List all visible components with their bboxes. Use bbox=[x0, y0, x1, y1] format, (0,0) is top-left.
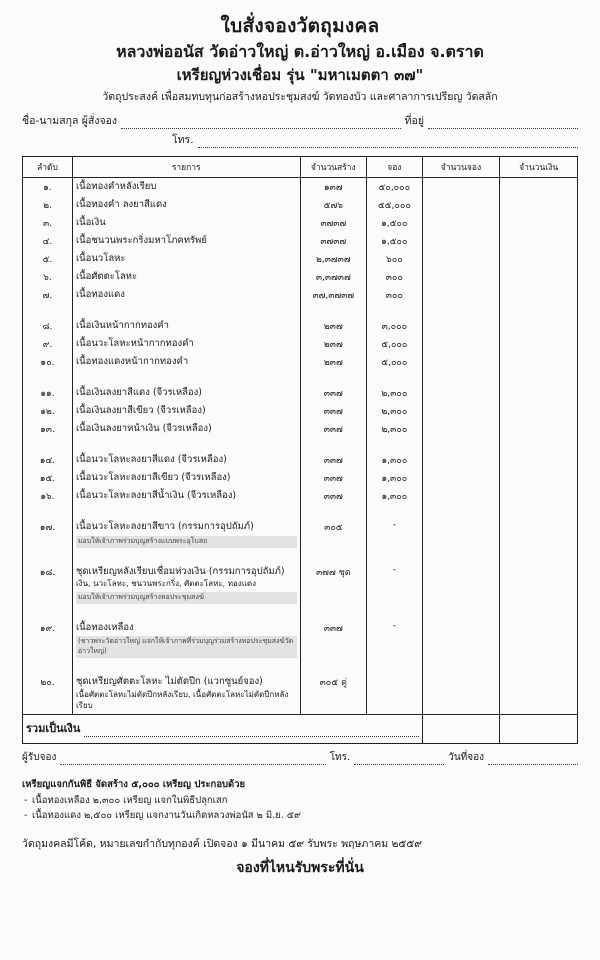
row-description-main: เนื้อนวโลหะ bbox=[75, 252, 126, 264]
row-description-main: เนื้อเงินลงยาสีแดง (จีวรเหลือง) bbox=[75, 386, 202, 398]
row-description-main: เนื้อนวะโลหะลงยาสีน้ำเงิน (จีวรเหลือง) bbox=[75, 489, 237, 501]
row-reserve-price bbox=[367, 673, 423, 714]
address-input[interactable] bbox=[428, 117, 578, 129]
table-body bbox=[23, 177, 578, 714]
row-amount[interactable] bbox=[500, 214, 578, 232]
row-description-main: เนื้อทองเหลือง bbox=[75, 621, 134, 633]
closing-line: วัตถุมงคลมีโค้ด, หมายเลขกำกับทุกองค์ เปิดจอง ๑ มีนาคม ๕๙ รับพระ พฤษภาคม ๒๕๕๙ bbox=[22, 837, 422, 850]
row-reserve-qty[interactable] bbox=[422, 487, 500, 505]
col-reserve-price: จอง bbox=[367, 156, 423, 177]
row-reserve-qty[interactable] bbox=[422, 518, 500, 550]
row-number: ๑๓. bbox=[23, 420, 73, 438]
receiver-input[interactable] bbox=[60, 753, 325, 765]
table-spacer-row bbox=[23, 371, 578, 384]
table-row bbox=[23, 563, 578, 606]
row-description bbox=[72, 420, 300, 438]
row-amount[interactable] bbox=[500, 384, 578, 402]
table-row bbox=[23, 196, 578, 214]
row-description-main: เนื้อศัตตะโลหะ bbox=[75, 270, 138, 282]
receiver-row bbox=[22, 750, 578, 765]
name-label: ชื่อ-นามสกุล ผู้สั่งจอง bbox=[22, 114, 118, 127]
table-row bbox=[23, 335, 578, 353]
note-item-2: - เนื้อทองแดง ๒,๕๐๐ เหรียญ แจกงานวันเกิดหลวงพ่อนัส ๒ มิ.ย. ๕๙ bbox=[22, 808, 578, 824]
row-description-main: เนื้อเงินหน้ากากทองคำ bbox=[75, 319, 169, 331]
row-made: ๓๐๕ คู่ bbox=[300, 673, 367, 714]
name-input[interactable] bbox=[121, 117, 401, 129]
row-made: ๓,๓๗๓๗ bbox=[300, 268, 367, 286]
closing-section bbox=[22, 836, 578, 879]
row-made: ๓๗๓๗ bbox=[300, 232, 367, 250]
row-description-sub: เนื้อศัตตะโลหะไม่ตัดปีกหลังเรียบ, เนื้อศัตตะโลหะไม่ตัดปีกหลังเรียบ bbox=[75, 689, 289, 711]
row-amount[interactable] bbox=[500, 673, 578, 714]
row-reserve-price: ๕,๐๐๐ bbox=[367, 353, 423, 371]
row-amount[interactable] bbox=[500, 196, 578, 214]
row-reserve-price: ๓๐๐ bbox=[367, 268, 423, 286]
table-row bbox=[23, 214, 578, 232]
row-number: ๑๒. bbox=[23, 402, 73, 420]
row-description bbox=[72, 232, 300, 250]
table-row bbox=[23, 317, 578, 335]
row-made: ๒๓๗ bbox=[300, 317, 367, 335]
row-description-main: เนื้อเงินลงยาสีเขียว (จีวรเหลือง) bbox=[75, 404, 206, 416]
row-reserve-price: ๓,๐๐๐ bbox=[367, 317, 423, 335]
row-reserve-price: ๑,๓๐๐ bbox=[367, 487, 423, 505]
row-reserve-qty[interactable] bbox=[422, 177, 500, 196]
table-row bbox=[23, 177, 578, 196]
row-made: ๓๗๗ ชุด bbox=[300, 563, 367, 606]
row-amount[interactable] bbox=[500, 469, 578, 487]
row-reserve-qty[interactable] bbox=[422, 286, 500, 304]
row-made: ๓๓๗ bbox=[300, 469, 367, 487]
row-description bbox=[72, 518, 300, 550]
row-description bbox=[72, 402, 300, 420]
row-amount[interactable] bbox=[500, 335, 578, 353]
row-description-main: เนื้อนวะโลหะลงยาสีแดง (จีวรเหลือง) bbox=[75, 453, 227, 465]
document-title: ใบสั่งจองวัตถุมงคล bbox=[220, 15, 380, 37]
col-description: รายการ bbox=[72, 156, 300, 177]
row-description-note: มอบให้เจ้าภาพร่วมบุญสร้างแบบพระอุโบสถ bbox=[76, 536, 297, 548]
row-description-main: เนื้อเงินลงยาหน้าเงิน (จีวรเหลือง) bbox=[75, 422, 212, 434]
table-row bbox=[23, 619, 578, 660]
row-reserve-qty[interactable] bbox=[422, 232, 500, 250]
table-row bbox=[23, 469, 578, 487]
total-amount-cell[interactable] bbox=[500, 714, 578, 743]
table-row bbox=[23, 353, 578, 371]
row-reserve-qty[interactable] bbox=[422, 673, 500, 714]
row-reserve-qty[interactable] bbox=[422, 420, 500, 438]
total-label: รวมเป็นเงิน bbox=[26, 721, 81, 735]
row-reserve-qty[interactable] bbox=[422, 353, 500, 371]
row-number: ๑๗. bbox=[23, 518, 73, 550]
row-number: ๗. bbox=[23, 286, 73, 304]
table-spacer-row bbox=[23, 550, 578, 563]
row-number: ๑๙. bbox=[23, 619, 73, 660]
order-table bbox=[22, 156, 578, 744]
edition-title: เหรียญห่วงเชื่อม รุ่น "มหาเมตตา ๓๗" bbox=[176, 65, 424, 84]
table-row bbox=[23, 268, 578, 286]
row-description-main: เนื้อทองคำ ลงยาสีแดง bbox=[75, 198, 167, 210]
row-reserve-qty[interactable] bbox=[422, 214, 500, 232]
total-qty-cell[interactable] bbox=[422, 714, 500, 743]
document-header bbox=[22, 14, 578, 106]
table-row bbox=[23, 250, 578, 268]
row-reserve-price: ๕๐,๐๐๐ bbox=[367, 177, 423, 196]
notes-section bbox=[22, 777, 578, 824]
row-number: ๑๔. bbox=[23, 451, 73, 469]
table-row bbox=[23, 420, 578, 438]
row-description bbox=[72, 673, 300, 714]
table-row bbox=[23, 286, 578, 304]
row-description-main: เนื้อทองคำหลังเรียบ bbox=[75, 180, 157, 192]
row-description bbox=[72, 177, 300, 196]
row-number: ๑. bbox=[23, 177, 73, 196]
col-no: ลำดับ bbox=[23, 156, 73, 177]
table-spacer-row bbox=[23, 304, 578, 317]
row-made: ๒๓๗ bbox=[300, 335, 367, 353]
col-reserve-qty: จำนวนจอง bbox=[422, 156, 500, 177]
row-amount[interactable] bbox=[500, 420, 578, 438]
row-number: ๘. bbox=[23, 317, 73, 335]
row-amount[interactable] bbox=[500, 619, 578, 660]
row-description bbox=[72, 250, 300, 268]
row-amount[interactable] bbox=[500, 451, 578, 469]
row-reserve-price: ๖๐๐ bbox=[367, 250, 423, 268]
row-amount[interactable] bbox=[500, 250, 578, 268]
row-description bbox=[72, 214, 300, 232]
row-reserve-price: ๒,๓๐๐ bbox=[367, 384, 423, 402]
row-amount[interactable] bbox=[500, 177, 578, 196]
row-description bbox=[72, 619, 300, 660]
row-description-main: ชุดเหรียญศัตตะโลหะ ไม่ตัดปีก (แวกซูนย์จอง) bbox=[75, 676, 263, 688]
table-row bbox=[23, 402, 578, 420]
row-made: ๕๗๖ bbox=[300, 196, 367, 214]
row-made: ๓๓๗ bbox=[300, 402, 367, 420]
row-made: ๓๗,๓๗๓๗ bbox=[300, 286, 367, 304]
row-number: ๒. bbox=[23, 196, 73, 214]
table-spacer-row bbox=[23, 660, 578, 673]
row-made: ๑๓๗ bbox=[300, 177, 367, 196]
row-amount[interactable] bbox=[500, 317, 578, 335]
phone-row bbox=[22, 131, 578, 148]
row-made: ๒๓๗ bbox=[300, 353, 367, 371]
row-description bbox=[72, 353, 300, 371]
row-amount[interactable] bbox=[500, 353, 578, 371]
table-header-row bbox=[23, 156, 578, 177]
row-description-note: มอบให้เจ้าภาพร่วมบุญสร้างหอประชุมสงฆ์ bbox=[76, 592, 297, 604]
row-number: ๙. bbox=[23, 335, 73, 353]
table-row bbox=[23, 451, 578, 469]
row-reserve-price: ๒,๓๐๐ bbox=[367, 402, 423, 420]
closing-slogan: จองที่ไหนรับพระที่นั่น bbox=[236, 859, 364, 876]
row-made: ๓๐๕ bbox=[300, 518, 367, 550]
row-description bbox=[72, 451, 300, 469]
receiver-phone-label: โทร. bbox=[329, 751, 351, 763]
row-description-note: (ชาวพระวัดอ่าวใหญ่ แจกให้เจ้าภาพที่ร่วมบุญร่วมสร้างหอประชุมสงฆ์วัดอ่าวใหญ่) bbox=[76, 636, 297, 658]
table-row bbox=[23, 487, 578, 505]
row-made: ๒,๓๗๓๗ bbox=[300, 250, 367, 268]
row-description-main: ชุดเหรียญหลังเรียบเชื่อมห่วงเงิน (กรรมการอุปถัมภ์) bbox=[75, 565, 285, 577]
row-amount[interactable] bbox=[500, 268, 578, 286]
total-input[interactable] bbox=[84, 724, 418, 737]
row-reserve-price: ๑,๕๐๐ bbox=[367, 214, 423, 232]
row-made: ๓๓๗ bbox=[300, 384, 367, 402]
row-number: ๖. bbox=[23, 268, 73, 286]
table-spacer-row bbox=[23, 505, 578, 518]
row-description-main: เนื้อชนวนพระกริ่งมหาโภคทรัพย์ bbox=[75, 234, 207, 246]
row-number: ๑๐. bbox=[23, 353, 73, 371]
row-amount[interactable] bbox=[500, 402, 578, 420]
row-description bbox=[72, 487, 300, 505]
row-number: ๓. bbox=[23, 214, 73, 232]
col-amount: จำนวนเงิน bbox=[500, 156, 578, 177]
table-row bbox=[23, 673, 578, 714]
table-row bbox=[23, 518, 578, 550]
row-reserve-price: - bbox=[367, 518, 423, 550]
row-reserve-price: ๓๐๐ bbox=[367, 286, 423, 304]
row-made: ๓๓๗ bbox=[300, 451, 367, 469]
total-row bbox=[23, 714, 578, 743]
row-number: ๑๕. bbox=[23, 469, 73, 487]
row-reserve-price: - bbox=[367, 563, 423, 606]
row-description-main: เนื้อนวะโลหะหน้ากากทองคำ bbox=[75, 337, 194, 349]
purpose-text: วัตถุประสงค์ เพื่อสมทบทุนก่อสร้างหอประชุมสงฆ์ วัดทองบัว และศาลาการเปรียญ วัดสลัก bbox=[102, 91, 498, 104]
temple-title: หลวงพ่ออนัส วัดอ่าวใหญ่ ต.อ่าวใหญ่ อ.เมือง จ.ตราด bbox=[116, 41, 484, 61]
row-description bbox=[72, 563, 300, 606]
row-number: ๑๘. bbox=[23, 563, 73, 606]
row-reserve-qty[interactable] bbox=[422, 196, 500, 214]
bottom-spacer bbox=[22, 879, 578, 939]
row-amount[interactable] bbox=[500, 286, 578, 304]
row-description bbox=[72, 317, 300, 335]
row-description-main: เนื้อนวะโลหะลงยาสีเขียว (จีวรเหลือง) bbox=[75, 471, 231, 483]
row-description bbox=[72, 335, 300, 353]
row-description bbox=[72, 469, 300, 487]
address-label: ที่อยู่ bbox=[404, 114, 424, 127]
col-made: จำนวนสร้าง bbox=[300, 156, 367, 177]
row-description-main: เนื้อเงิน bbox=[75, 216, 106, 228]
row-number: ๕. bbox=[23, 250, 73, 268]
notes-heading: เหรียญแจกกันพิธี จัดสร้าง ๕,๐๐๐ เหรียญ ประกอบด้วย bbox=[22, 778, 246, 790]
receiver-label: ผู้รับจอง bbox=[22, 751, 57, 763]
row-description-sub: เงิน, นวะโลหะ, ชนวนพระกริ่ง, ศัตตะโลหะ, ทองแดง bbox=[75, 579, 256, 589]
row-number: ๑๖. bbox=[23, 487, 73, 505]
row-made: ๓๓๗ bbox=[300, 619, 367, 660]
row-reserve-qty[interactable] bbox=[422, 268, 500, 286]
row-description bbox=[72, 286, 300, 304]
row-amount[interactable] bbox=[500, 563, 578, 606]
row-reserve-price: ๒,๓๐๐ bbox=[367, 420, 423, 438]
total-cell bbox=[23, 714, 423, 743]
row-description bbox=[72, 384, 300, 402]
date-input[interactable] bbox=[488, 753, 578, 765]
row-number: ๒๐. bbox=[23, 673, 73, 714]
date-label: วันที่จอง bbox=[448, 751, 484, 763]
row-made: ๓๓๗ bbox=[300, 420, 367, 438]
row-reserve-price: ๕,๐๐๐ bbox=[367, 335, 423, 353]
table-spacer-row bbox=[23, 606, 578, 619]
row-made: ๓๗๓๗ bbox=[300, 214, 367, 232]
row-reserve-price: ๕๕,๐๐๐ bbox=[367, 196, 423, 214]
table-row bbox=[23, 232, 578, 250]
row-reserve-qty[interactable] bbox=[422, 451, 500, 469]
table-spacer-row bbox=[23, 438, 578, 451]
row-description-main: เนื้อทองแดง bbox=[75, 288, 125, 300]
table-row bbox=[23, 384, 578, 402]
receiver-phone-input[interactable] bbox=[354, 753, 444, 765]
row-reserve-qty[interactable] bbox=[422, 335, 500, 353]
row-reserve-price: ๑,๓๐๐ bbox=[367, 469, 423, 487]
row-amount[interactable] bbox=[500, 518, 578, 550]
phone-input[interactable] bbox=[198, 136, 578, 148]
row-made: ๓๓๗ bbox=[300, 487, 367, 505]
row-reserve-qty[interactable] bbox=[422, 250, 500, 268]
note-item-1: - เนื้อทองเหลือง ๒,๓๐๐ เหรียญ แจกในพิธีปลุกเสก bbox=[22, 793, 578, 809]
row-reserve-qty[interactable] bbox=[422, 317, 500, 335]
row-description bbox=[72, 268, 300, 286]
name-address-row bbox=[22, 112, 578, 129]
row-number: ๑๑. bbox=[23, 384, 73, 402]
row-amount[interactable] bbox=[500, 487, 578, 505]
row-reserve-qty[interactable] bbox=[422, 563, 500, 606]
row-reserve-price: ๑,๕๐๐ bbox=[367, 232, 423, 250]
row-reserve-qty[interactable] bbox=[422, 402, 500, 420]
row-reserve-price: ๑,๓๐๐ bbox=[367, 451, 423, 469]
row-reserve-price: - bbox=[367, 619, 423, 660]
row-number: ๔. bbox=[23, 232, 73, 250]
row-description-main: เนื้อนวะโลหะลงยาสีขาว (กรรมการอุปถัมภ์) bbox=[75, 520, 254, 532]
phone-label: โทร. bbox=[172, 133, 194, 146]
row-description-main: เนื้อทองแดงหน้ากากทองคำ bbox=[75, 355, 189, 367]
row-reserve-qty[interactable] bbox=[422, 619, 500, 660]
row-amount[interactable] bbox=[500, 232, 578, 250]
row-reserve-qty[interactable] bbox=[422, 384, 500, 402]
row-description bbox=[72, 196, 300, 214]
row-reserve-qty[interactable] bbox=[422, 469, 500, 487]
